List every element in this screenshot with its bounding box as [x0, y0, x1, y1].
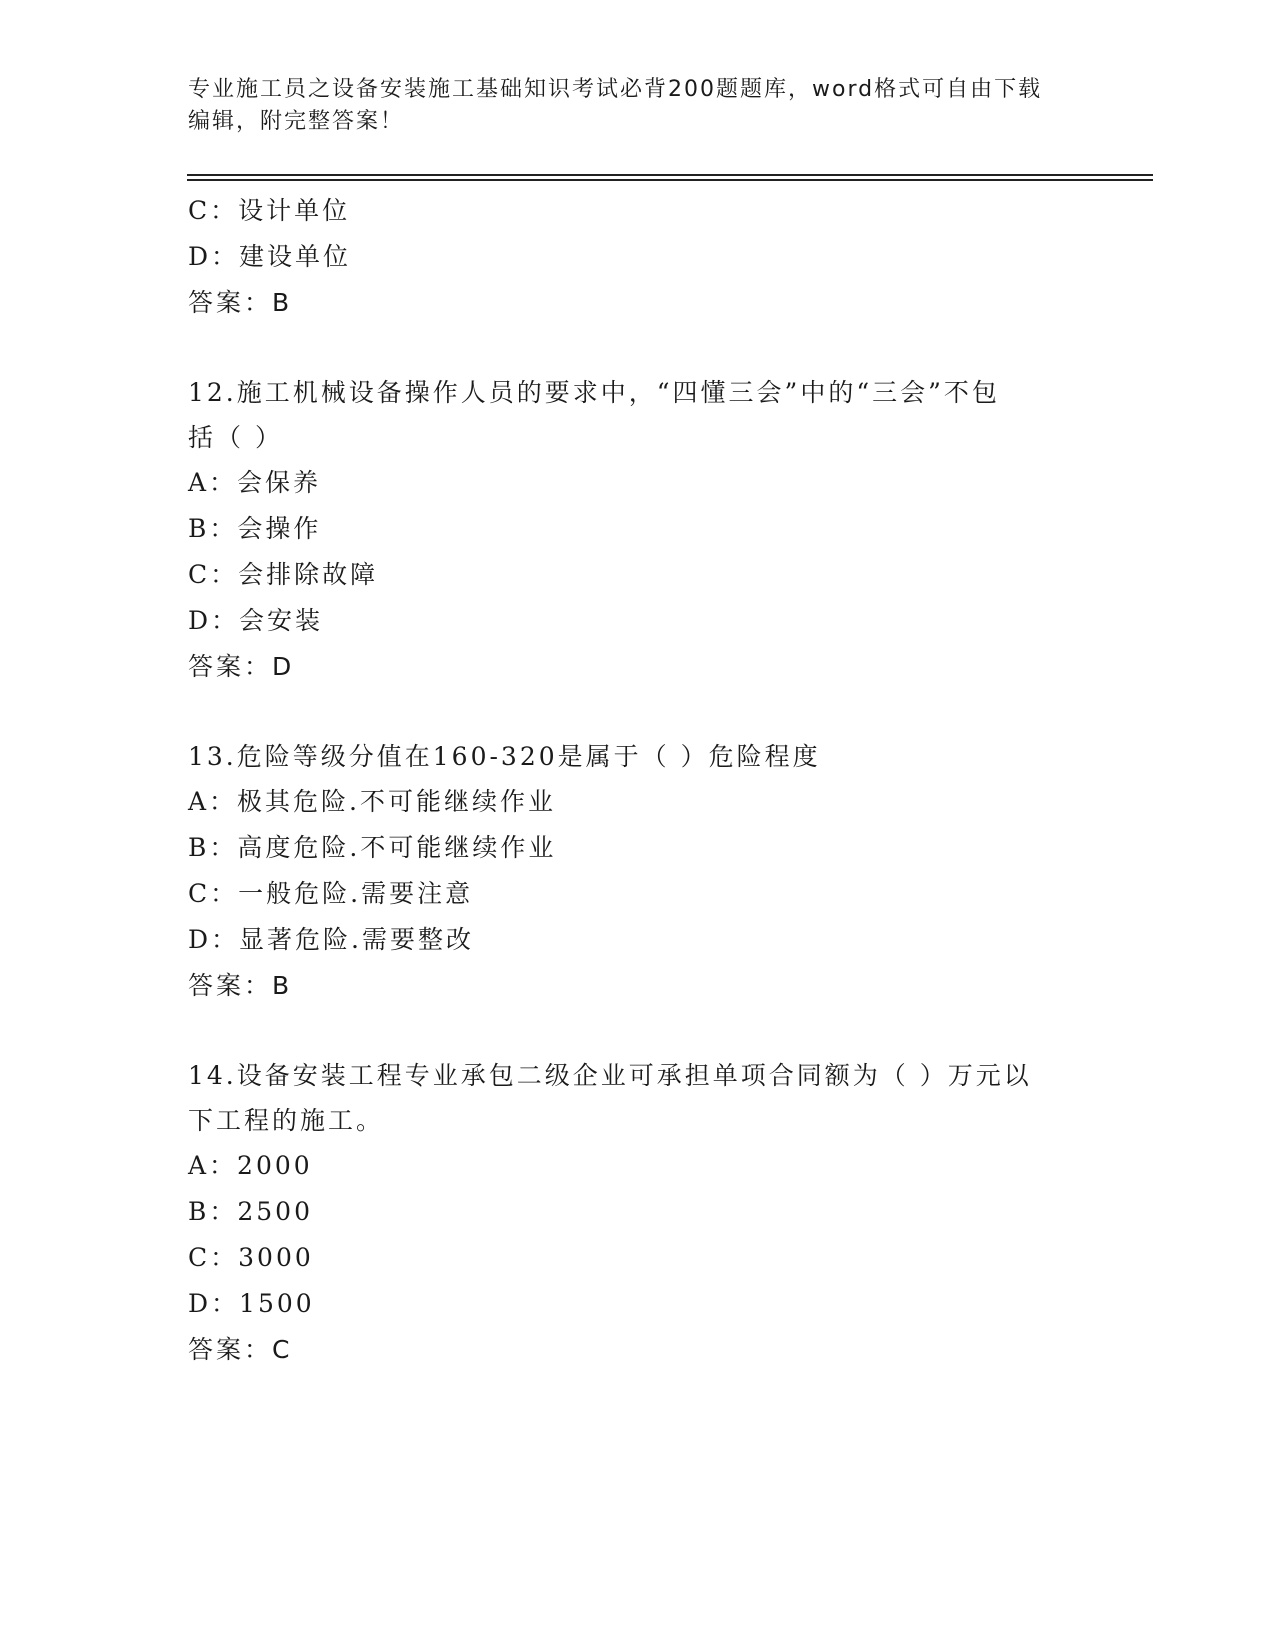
question-stem: 括（ ） [188, 423, 283, 452]
answer: 答案：C [188, 1335, 293, 1364]
question-list [188, 188, 1088, 1373]
question-14 [188, 1053, 1088, 1373]
document-header [188, 74, 1068, 138]
header-line-1: 专业施工员之设备安装施工基础知识考试必背200题题库，word格式可自由下载 [188, 77, 1043, 102]
option-d: D：会安装 [188, 606, 324, 635]
answer: 答案：D [188, 652, 295, 681]
question-stem: 12.施工机械设备操作人员的要求中，“四懂三会”中的“三会”不包 [188, 378, 1000, 407]
question-13 [188, 734, 1088, 1009]
header-line-2: 编辑，附完整答案！ [188, 109, 405, 134]
option-a: A：会保养 [188, 468, 322, 497]
question-12 [188, 370, 1088, 690]
option-b: B：2500 [188, 1197, 313, 1226]
option-a: A：极其危险.不可能继续作业 [188, 787, 557, 816]
option-d: D：建设单位 [188, 242, 352, 271]
option-d: D：1500 [188, 1289, 315, 1318]
header-rule-top [187, 174, 1153, 176]
option-b: B：会操作 [188, 514, 322, 543]
option-c: C：3000 [188, 1243, 314, 1272]
option-c: C：设计单位 [188, 196, 351, 225]
question-stem: 14.设备安装工程专业承包二级企业可承担单项合同额为（ ）万元以 [188, 1061, 1032, 1090]
answer: 答案：B [188, 971, 293, 1000]
option-c: C：一般危险.需要注意 [188, 879, 474, 908]
option-d: D：显著危险.需要整改 [188, 925, 474, 954]
option-b: B：高度危险.不可能继续作业 [188, 833, 557, 862]
carryover-block [188, 188, 1088, 326]
option-c: C：会排除故障 [188, 560, 379, 589]
answer: 答案：B [188, 288, 293, 317]
header-rule-bottom [187, 179, 1153, 181]
option-a: A：2000 [188, 1151, 313, 1180]
question-stem: 13.危险等级分值在160-320是属于（ ）危险程度 [188, 742, 821, 771]
question-stem: 下工程的施工。 [188, 1106, 385, 1135]
